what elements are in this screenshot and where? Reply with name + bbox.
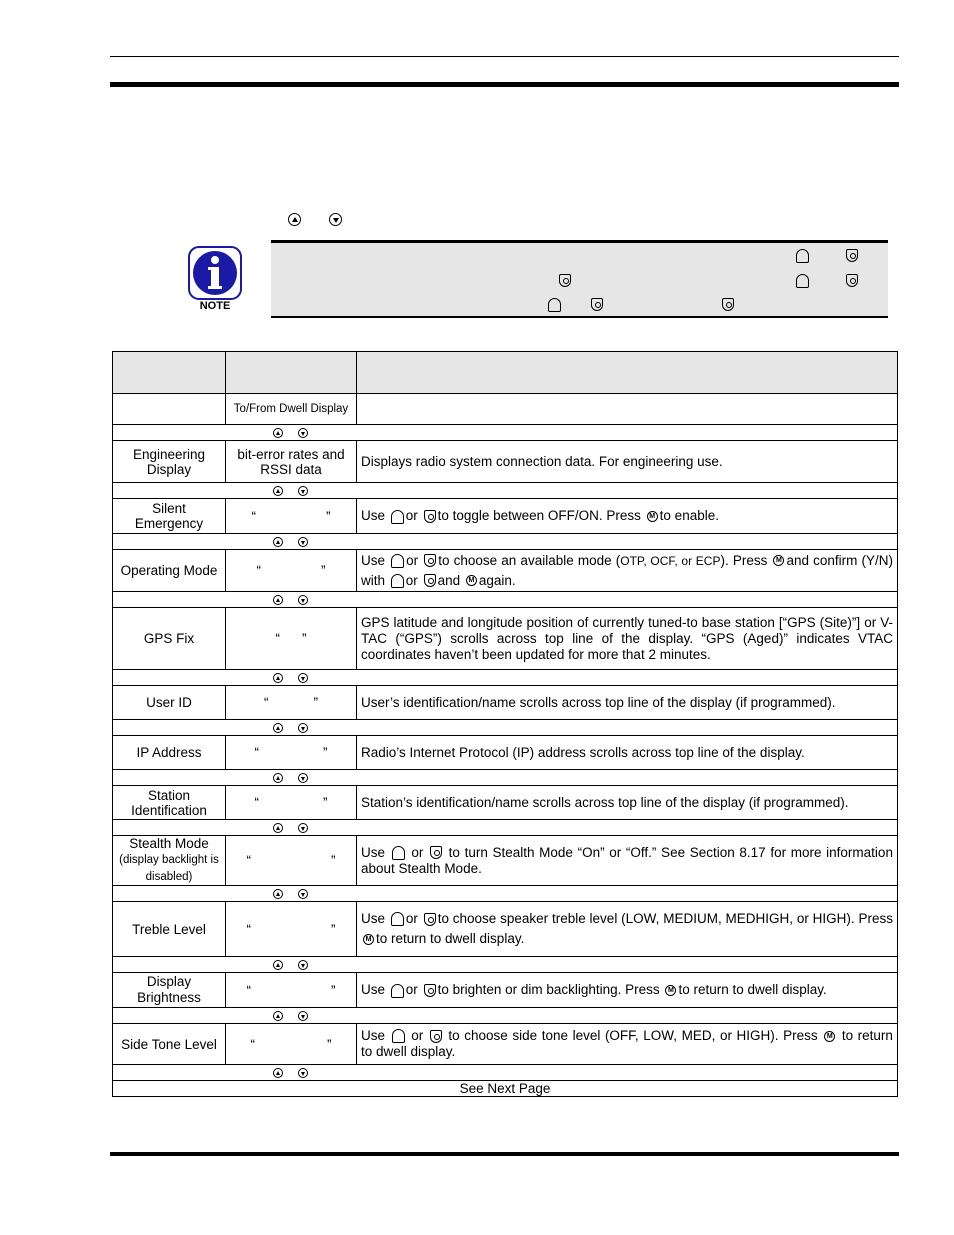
display-text: “ ”: [226, 786, 357, 820]
table-row: [113, 1024, 898, 1065]
up-arrow-icon: [273, 960, 283, 970]
description-text: Use or to brighten or dim backlighting. Press M to return to dwell display.: [357, 973, 898, 1008]
menu-item-label: Side Tone Level: [113, 1024, 226, 1065]
separator-row: [113, 534, 898, 550]
header-rule-thin: [110, 56, 899, 57]
footer-rule: [110, 1152, 899, 1156]
display-text: “ ”: [226, 836, 357, 886]
up-key-icon: [391, 984, 404, 998]
header-cell-menu: [113, 352, 226, 394]
separator-row: [113, 770, 898, 786]
up-arrow-icon: [273, 1068, 283, 1078]
down-key-icon: [846, 274, 858, 287]
note-box: [271, 240, 888, 318]
up-key-icon: [391, 510, 404, 524]
menu-item-label: IP Address: [113, 736, 226, 770]
header-rule-thick: [110, 82, 899, 87]
down-arrow-icon: [298, 823, 308, 833]
separator-row: [113, 1065, 898, 1081]
down-key-icon: [424, 510, 436, 523]
down-arrow-icon: [298, 889, 308, 899]
down-arrow-icon: [329, 213, 342, 226]
up-key-icon: [392, 1029, 405, 1043]
up-key-icon: [796, 249, 809, 263]
down-arrow-icon: [298, 773, 308, 783]
table-row: [113, 902, 898, 957]
table-row: [113, 686, 898, 720]
separator-row: [113, 425, 898, 441]
menu-item-label: Stealth Mode (display backlight is disabled): [113, 836, 226, 886]
separator-row: [113, 820, 898, 836]
menu-item-label: GPS Fix: [113, 608, 226, 670]
down-arrow-icon: [298, 960, 308, 970]
separator-row: [113, 957, 898, 973]
display-text: bit-error rates and RSSI data: [226, 441, 357, 483]
up-arrow-icon: [288, 213, 301, 226]
menu-item-label: Silent Emergency: [113, 499, 226, 534]
display-text: “ ”: [226, 608, 357, 670]
menu-key-icon: M: [466, 575, 477, 586]
up-arrow-icon: [273, 773, 283, 783]
menu-item-label: Engineering Display: [113, 441, 226, 483]
table-row: [113, 550, 898, 592]
down-key-icon: [430, 1030, 442, 1043]
separator-row: [113, 592, 898, 608]
down-key-icon: [591, 298, 603, 311]
table-row: [113, 608, 898, 670]
display-text: “ ”: [226, 499, 357, 534]
display-text: “ ”: [226, 686, 357, 720]
down-arrow-icon: [298, 723, 308, 733]
up-arrow-icon: [273, 486, 283, 496]
description-text: Displays radio system connection data. For engineering use.: [357, 441, 898, 483]
up-arrow-icon: [273, 723, 283, 733]
description-text: Use or to choose an available mode (OTP, OCF, or ECP). Press M and confirm (Y/N) with or and M again.: [357, 550, 898, 592]
up-key-icon: [391, 574, 404, 588]
display-text: “ ”: [226, 902, 357, 957]
up-arrow-icon: [273, 673, 283, 683]
down-key-icon: [722, 298, 734, 311]
table-row: [113, 499, 898, 534]
down-arrow-icon: [298, 595, 308, 605]
up-arrow-icon: [273, 595, 283, 605]
up-key-icon: [392, 846, 405, 860]
menu-key-icon: M: [665, 985, 676, 996]
nav-buttons: [287, 211, 365, 229]
down-arrow-icon: [298, 428, 308, 438]
menu-key-icon: M: [773, 555, 784, 566]
table-row: [113, 441, 898, 483]
description-text: Station’s identification/name scrolls across top line of the display (if programmed).: [357, 786, 898, 820]
up-key-icon: [391, 554, 404, 568]
menu-key-icon: M: [824, 1031, 835, 1042]
table-row: [113, 394, 898, 425]
down-arrow-icon: [298, 537, 308, 547]
up-arrow-icon: [273, 1011, 283, 1021]
display-text: “ ”: [226, 736, 357, 770]
see-next-page: See Next Page: [113, 1081, 898, 1097]
up-arrow-icon: [273, 537, 283, 547]
up-arrow-icon: [273, 823, 283, 833]
description-text: Use or to choose speaker treble level (LOW, MEDIUM, MEDHIGH, or HIGH). Press M to return to dwell display.: [357, 902, 898, 957]
info-icon: [188, 246, 242, 300]
up-key-icon: [391, 912, 404, 926]
table-row: [113, 736, 898, 770]
up-key-icon: [548, 298, 561, 312]
dwell-transition: To/From Dwell Display: [226, 394, 357, 425]
display-text: “ ”: [226, 973, 357, 1008]
header-cell-description: [357, 352, 898, 394]
down-key-icon: [846, 249, 858, 262]
menu-item-label: Display Brightness: [113, 973, 226, 1008]
menu-key-icon: M: [363, 934, 374, 945]
up-arrow-icon: [273, 428, 283, 438]
description-text: Radio’s Internet Protocol (IP) address scrolls across top line of the display.: [357, 736, 898, 770]
table-row: [113, 836, 898, 886]
table-header-row: [113, 352, 898, 394]
separator-row: [113, 483, 898, 499]
down-key-icon: [424, 913, 436, 926]
down-arrow-icon: [298, 1068, 308, 1078]
down-arrow-icon: [298, 486, 308, 496]
separator-row: [113, 670, 898, 686]
menu-item-label: Operating Mode: [113, 550, 226, 592]
menu-item-label: Station Identification: [113, 786, 226, 820]
down-key-icon: [424, 984, 436, 997]
menu-table: [112, 351, 898, 1097]
separator-row: [113, 1008, 898, 1024]
separator-row: [113, 886, 898, 902]
description-text: User’s identification/name scrolls across top line of the display (if programmed).: [357, 686, 898, 720]
down-key-icon: [430, 846, 442, 859]
menu-item-label: Treble Level: [113, 902, 226, 957]
down-key-icon: [424, 554, 436, 567]
display-text: “ ”: [226, 1024, 357, 1065]
table-row: [113, 973, 898, 1008]
up-key-icon: [796, 274, 809, 288]
separator-row: [113, 720, 898, 736]
menu-key-icon: M: [647, 511, 658, 522]
menu-item-label: User ID: [113, 686, 226, 720]
down-key-icon: [424, 574, 436, 587]
up-arrow-icon: [273, 889, 283, 899]
table-footer-row: [113, 1081, 898, 1097]
down-arrow-icon: [298, 1011, 308, 1021]
description-text: Use or to toggle between OFF/ON. Press M to enable.: [357, 499, 898, 534]
header-cell-display: [226, 352, 357, 394]
display-text: “ ”: [226, 550, 357, 592]
down-key-icon: [559, 274, 571, 287]
description-text: GPS latitude and longitude position of currently tuned-to base station [“GPS (Site)”] or V-TAC (“GPS”) scrolls across top line of the display. “GPS (Aged)” indicates VTAC coordinates haven’t been updated for more that 2 minutes.: [357, 608, 898, 670]
down-arrow-icon: [298, 673, 308, 683]
description-text: Use or to choose side tone level (OFF, LOW, MED, or HIGH). Press M to return to dwell display.: [357, 1024, 898, 1065]
description-text: Use or to turn Stealth Mode “On” or “Off.” See Section 8.17 for more information about Stealth Mode.: [357, 836, 898, 886]
table-row: [113, 786, 898, 820]
note-label: NOTE: [199, 300, 231, 312]
